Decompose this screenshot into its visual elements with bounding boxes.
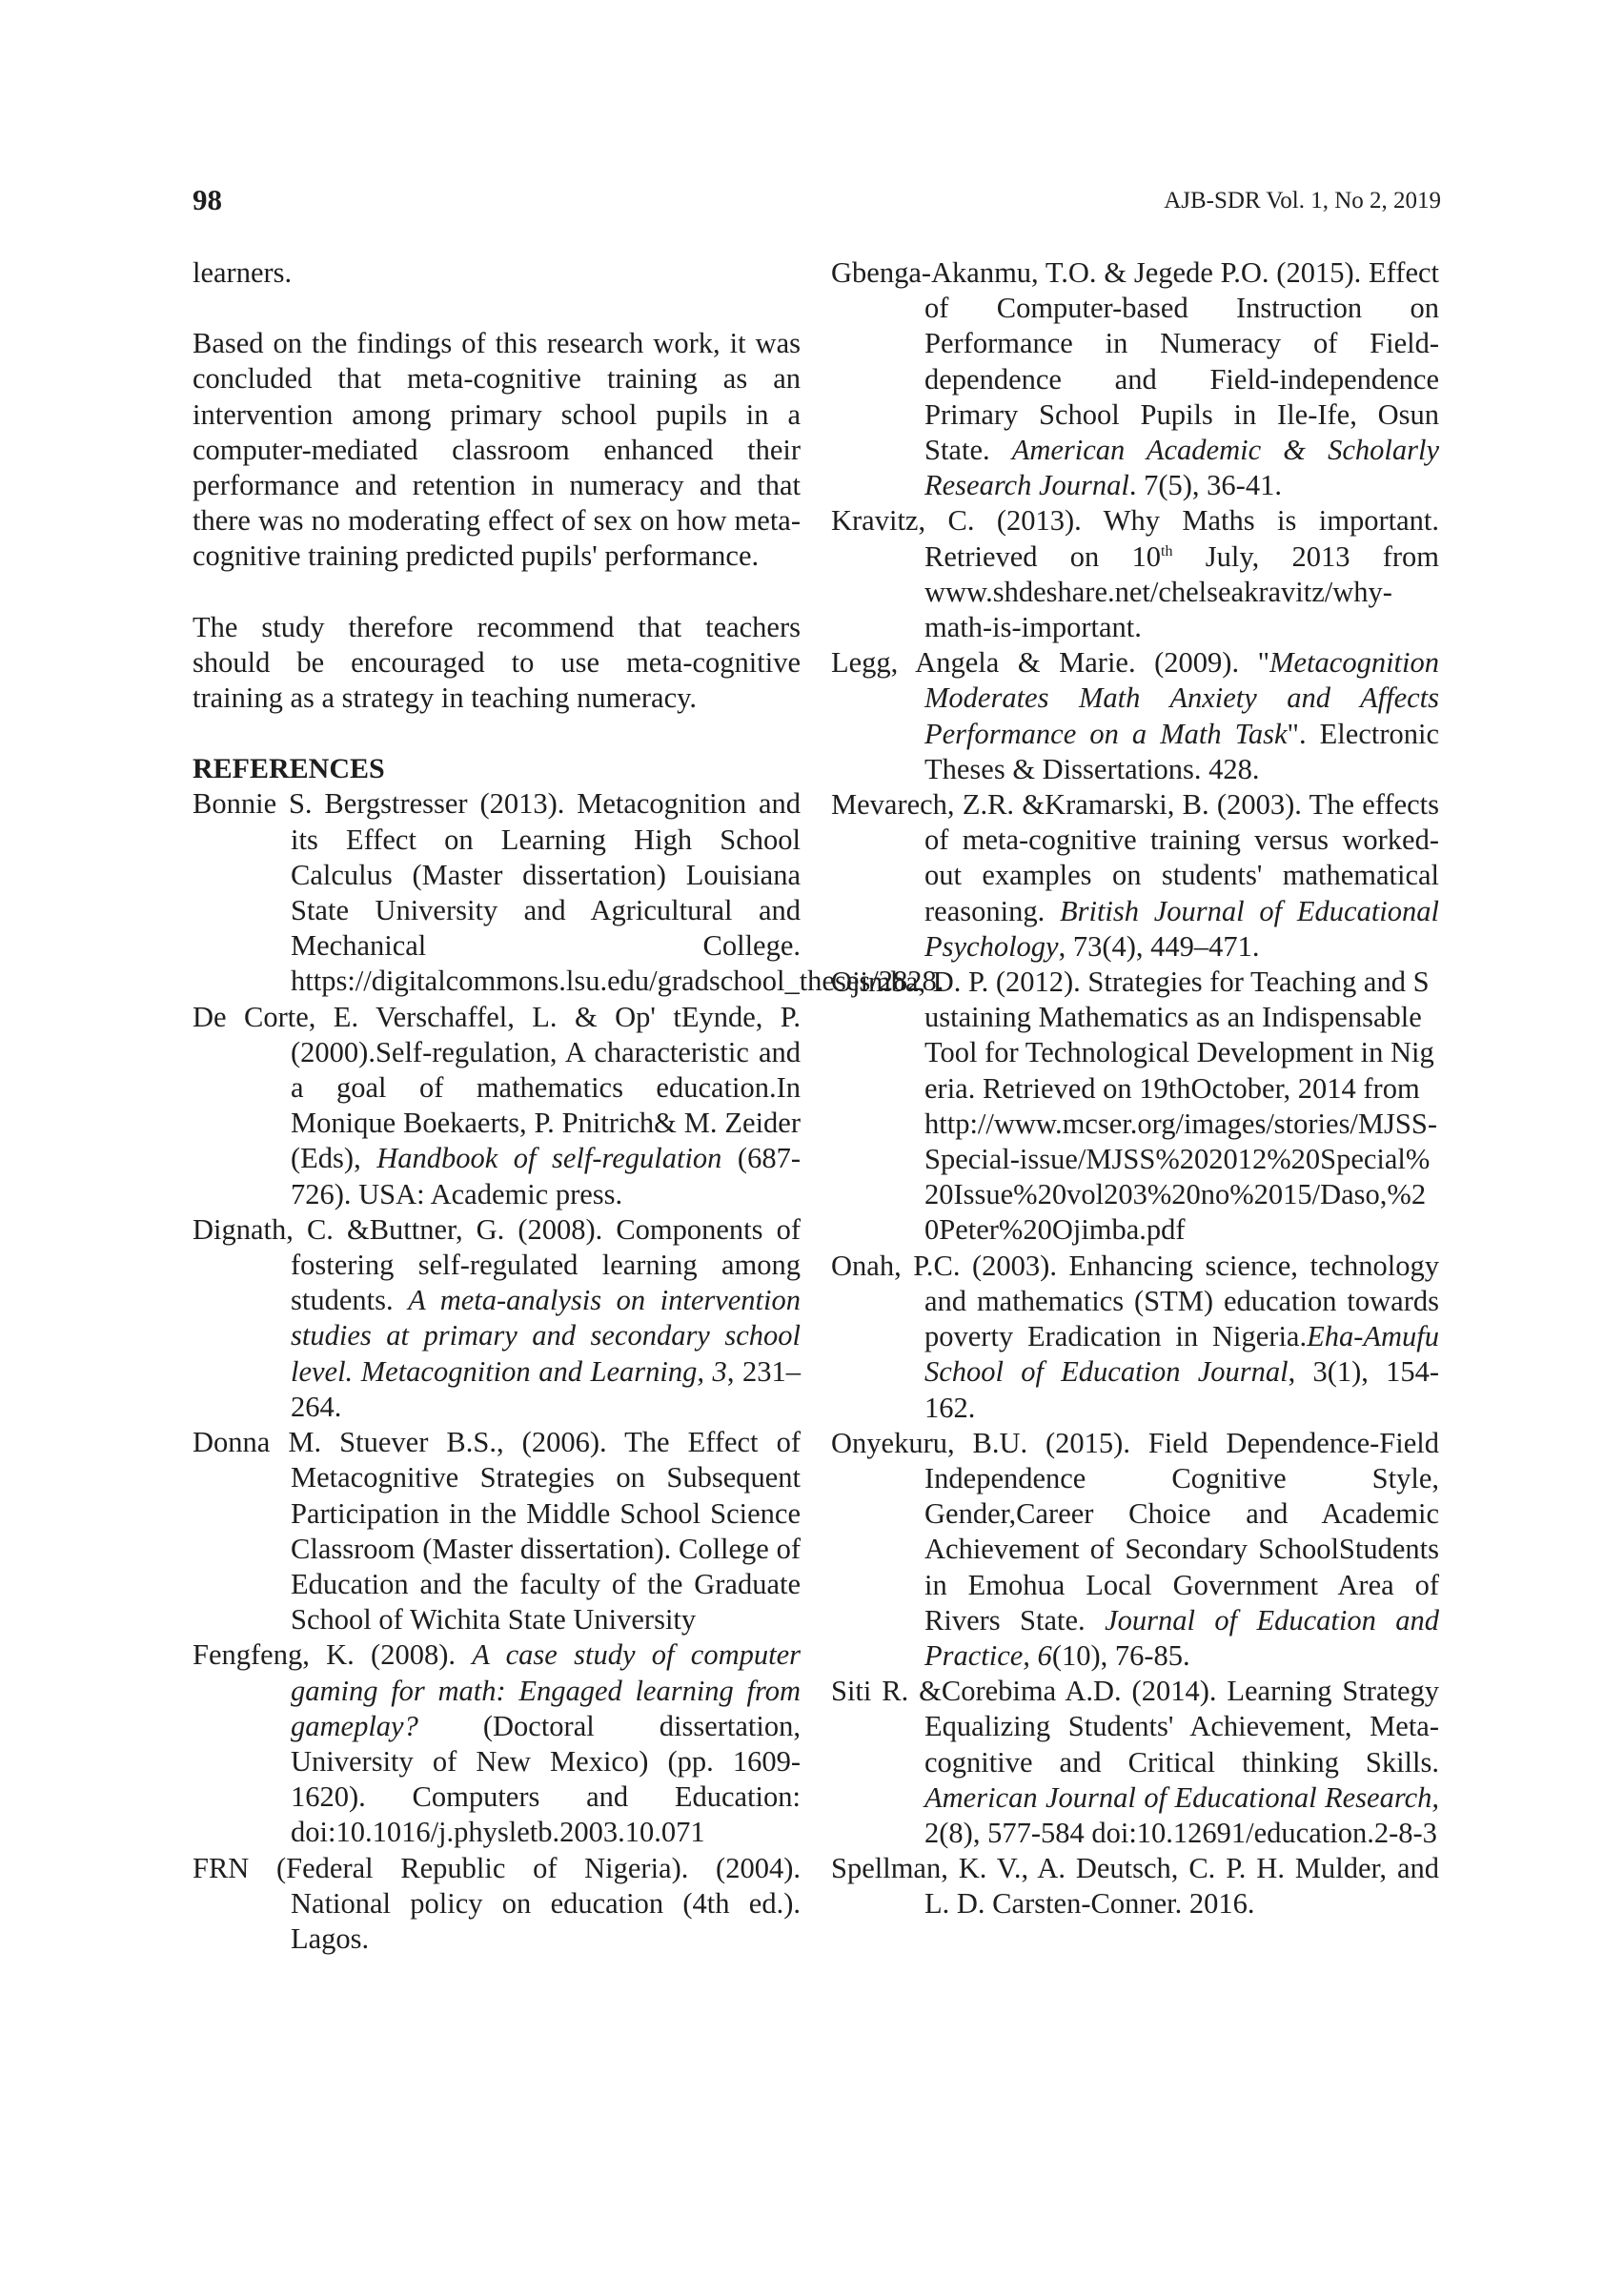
reference-entry: Onah, P.C. (2003). Enhancing science, technology and mathematics (STM) education towards poverty Eradication in Nigeria.Eha-Amufu School of Education Journal, 3(1), 154-162. (831, 1249, 1439, 1424)
body-paragraph: learners. (193, 256, 293, 289)
reference-entry: Gbenga-Akanmu, T.O. & Jegede P.O. (2015). Effect of Computer-based Instruction on Performance in Numeracy of Field-dependence and Field-independence Primary School Pupils in Ile-Ife, Osun State. American Academic & Scholarly Research Journal. 7(5), 36-41. (831, 256, 1439, 502)
references-heading: REFERENCES (193, 753, 385, 785)
body-paragraph: Based on the findings of this research work, it was concluded that meta-cognitive training as an intervention among primary school pupils in a computer-mediated classroom enhanced their performance and retention in numeracy and that there was no moderating effect of sex on how meta-cognitive training predicted pupils' performance. (193, 327, 801, 573)
reference-entry: Kravitz, C. (2013). Why Maths is important. Retrieved on 10th July, 2013 from www.shdeshare.net/chelseakravitz/why-math-is-important. (831, 504, 1439, 644)
reference-entry: Donna M. Stuever B.S., (2006). The Effect of Metacognitive Strategies on Subsequent Participation in the Middle School Science Classroom (Master dissertation). College of Education and the faculty of the Graduate School of Wichita State University (193, 1426, 801, 1637)
reference-entry: FRN (Federal Republic of Nigeria). (2004). National policy on education (4th ed.). Lagos. (193, 1851, 801, 1955)
reference-entry: Legg, Angela & Marie. (2009). "Metacognition Moderates Math Anxiety and Affects Performance on a Math Task". Electronic Theses & Dissertations. 428. (831, 646, 1439, 785)
reference-entry: Mevarech, Z.R. &Kramarski, B. (2003). The effects of meta-cognitive training versus worked-out examples on students' mathematical reasoning. British Journal of Educational Psychology, 73(4), 449–471. (831, 788, 1439, 963)
page-number: 98 (193, 183, 222, 216)
reference-entry: Spellman, K. V., A. Deutsch, C. P. H. Mulder, and L. D. Carsten-Conner. 2016. (831, 1852, 1439, 1921)
right-column (831, 255, 1439, 1922)
reference-entry: Fengfeng, K. (2008). A case study of computer gaming for math: Engaged learning from gameplay? (Doctoral dissertation, University of New Mexico) (pp. 1609-1620). Computers and Education: doi:10.1016/j.physletb.2003.10.071 (193, 1638, 801, 1849)
reference-entry: Dignath, C. &Buttner, G. (2008). Components of fostering self-regulated learning among students. A meta-analysis on intervention studies at primary and secondary school level. Metacognition and Learning, 3, 231–264. (193, 1212, 802, 1423)
reference-entry: Bonnie S. Bergstresser (2013). Metacognition and its Effect on Learning High School Calculus (Master dissertation) Louisiana State University and Agricultural and Mechanical College. https://digitalcommons.lsu.edu/gradschool_theses/2828. (193, 787, 944, 998)
body-paragraph: The study therefore recommend that teachers should be encouraged to use meta-cognitive training as a strategy in teaching numeracy. (193, 610, 801, 715)
reference-entry: Onyekuru, B.U. (2015). Field Dependence-Field Independence Cognitive Style, Gender,Career Choice and Academic Achievement of Secondary SchoolStudents in Emohua Local Government Area of Rivers State. Journal of Education and Practice, 6(10), 76-85. (831, 1426, 1439, 1672)
running-head: AJB-SDR Vol. 1, No 2, 2019 (1164, 188, 1441, 213)
reference-entry: Siti R. &Corebima A.D. (2014). Learning Strategy Equalizing Students' Achievement, Meta-cognitive and Critical thinking Skills. American Journal of Educational Research, 2(8), 577-584 doi:10.12691/education.2-8-3 (831, 1675, 1439, 1849)
reference-entry: Ojimba, D. P. (2012). Strategies for Teaching and Sustaining Mathematics as an Indispensable Tool for Technological Development in Nigeria. Retrieved on 19thOctober, 2014 from http://www.mcser.org/images/stories/MJSS-Special-issue/MJSS%202012%20Special%20Issue%20vol203%20no%2015/Daso,%20Peter%20Ojimba.pdf (831, 966, 1437, 1247)
reference-entry: De Corte, E. Verschaffel, L. & Op' tEynde, P. (2000).Self-regulation, A characteristic and a goal of mathematics education.In Monique Boekaerts, P. Pnitrich& M. Zeider (Eds), Handbook of self-regulation (687-726). USA: Academic press. (193, 1000, 801, 1210)
left-column (193, 255, 944, 1957)
